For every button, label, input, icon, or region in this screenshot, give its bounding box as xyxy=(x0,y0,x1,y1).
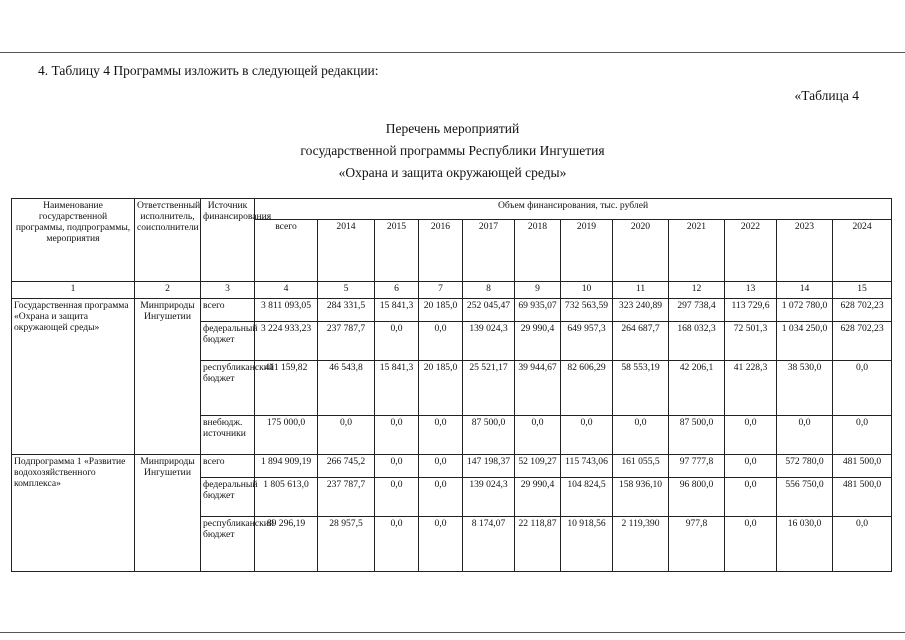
financing-table xyxy=(11,198,892,572)
value-cell: 237 787,7 xyxy=(318,322,375,361)
value-cell: 0,0 xyxy=(419,478,463,517)
value-cell: 0,0 xyxy=(561,416,613,455)
col-header-year: 2014 xyxy=(318,220,375,282)
value-cell: 2 119,390 xyxy=(613,517,669,572)
value-cell: 29 990,4 xyxy=(515,478,561,517)
value-cell: 20 185,0 xyxy=(419,299,463,322)
value-cell: 284 331,5 xyxy=(318,299,375,322)
value-cell: 0,0 xyxy=(515,416,561,455)
value-cell: 104 824,5 xyxy=(561,478,613,517)
col-header-total: всего xyxy=(255,220,318,282)
col-index-cell: 13 xyxy=(725,282,777,299)
source-cell: всего xyxy=(201,455,255,478)
value-cell: 113 729,6 xyxy=(725,299,777,322)
col-header-responsible: Ответственный исполнитель, соисполнители xyxy=(135,199,201,282)
value-cell: 82 606,29 xyxy=(561,361,613,416)
col-header-volume: Объем финансирования, тыс. рублей xyxy=(255,199,892,220)
value-cell: 649 957,3 xyxy=(561,322,613,361)
col-index-cell: 10 xyxy=(561,282,613,299)
responsible-cell: Минприроды Ингушетии xyxy=(135,299,201,455)
value-cell: 0,0 xyxy=(419,517,463,572)
col-header-year: 2024 xyxy=(833,220,892,282)
col-index-cell: 15 xyxy=(833,282,892,299)
header-row-index xyxy=(12,282,892,299)
value-cell: 22 118,87 xyxy=(515,517,561,572)
col-index-cell: 1 xyxy=(12,282,135,299)
value-cell: 323 240,89 xyxy=(613,299,669,322)
value-cell: 0,0 xyxy=(375,416,419,455)
value-cell: 1 034 250,0 xyxy=(777,322,833,361)
value-cell: 0,0 xyxy=(833,517,892,572)
program-name-cell: Подпрограмма 1 «Развитие водохозяйственного комплекса» xyxy=(12,455,135,572)
col-index-cell: 7 xyxy=(419,282,463,299)
value-cell: 41 228,3 xyxy=(725,361,777,416)
value-cell: 481 500,0 xyxy=(833,478,892,517)
col-index-cell: 3 xyxy=(201,282,255,299)
value-cell: 72 501,3 xyxy=(725,322,777,361)
value-cell: 0,0 xyxy=(725,517,777,572)
col-header-year: 2023 xyxy=(777,220,833,282)
value-cell: 158 936,10 xyxy=(613,478,669,517)
value-cell: 175 000,0 xyxy=(255,416,318,455)
value-cell: 58 553,19 xyxy=(613,361,669,416)
value-cell: 977,8 xyxy=(669,517,725,572)
value-cell: 20 185,0 xyxy=(419,361,463,416)
value-cell: 0,0 xyxy=(613,416,669,455)
value-cell: 96 800,0 xyxy=(669,478,725,517)
value-cell: 87 500,0 xyxy=(463,416,515,455)
heading-line-1: Перечень мероприятий xyxy=(385,121,520,136)
top-edge-line xyxy=(0,52,905,53)
source-cell: федеральный бюджет xyxy=(201,478,255,517)
value-cell: 297 738,4 xyxy=(669,299,725,322)
col-header-name: Наименование государственной программы, подпрограммы, мероприятия xyxy=(12,199,135,282)
source-cell: республиканский бюджет xyxy=(201,361,255,416)
value-cell: 628 702,23 xyxy=(833,322,892,361)
value-cell: 0,0 xyxy=(419,322,463,361)
value-cell: 69 935,07 xyxy=(515,299,561,322)
value-cell: 0,0 xyxy=(833,416,892,455)
value-cell: 0,0 xyxy=(375,322,419,361)
table-row xyxy=(12,299,892,322)
col-header-year: 2021 xyxy=(669,220,725,282)
col-index-cell: 11 xyxy=(613,282,669,299)
value-cell: 29 990,4 xyxy=(515,322,561,361)
source-cell: республиканский бюджет xyxy=(201,517,255,572)
col-header-year: 2015 xyxy=(375,220,419,282)
value-cell: 0,0 xyxy=(777,416,833,455)
value-cell: 1 805 613,0 xyxy=(255,478,318,517)
instruction-text: 4. Таблицу 4 Программы изложить в следующей редакции: xyxy=(38,63,379,78)
value-cell: 556 750,0 xyxy=(777,478,833,517)
col-index-cell: 4 xyxy=(255,282,318,299)
col-index-cell: 12 xyxy=(669,282,725,299)
value-cell: 3 811 093,05 xyxy=(255,299,318,322)
value-cell: 0,0 xyxy=(833,361,892,416)
program-name-cell: Государственная программа «Охрана и защита окружающей среды» xyxy=(12,299,135,455)
value-cell: 139 024,3 xyxy=(463,478,515,517)
value-cell: 25 521,17 xyxy=(463,361,515,416)
value-cell: 264 687,7 xyxy=(613,322,669,361)
value-cell: 0,0 xyxy=(725,416,777,455)
source-cell: федеральный бюджет xyxy=(201,322,255,361)
col-index-cell: 14 xyxy=(777,282,833,299)
value-cell: 3 224 933,23 xyxy=(255,322,318,361)
col-header-year: 2019 xyxy=(561,220,613,282)
col-header-year: 2016 xyxy=(419,220,463,282)
value-cell: 39 944,67 xyxy=(515,361,561,416)
value-cell: 0,0 xyxy=(375,478,419,517)
value-cell: 161 055,5 xyxy=(613,455,669,478)
table-label: «Таблица 4 xyxy=(794,88,859,103)
value-cell: 0,0 xyxy=(419,416,463,455)
source-cell: всего xyxy=(201,299,255,322)
col-index-cell: 6 xyxy=(375,282,419,299)
col-header-year: 2017 xyxy=(463,220,515,282)
table-row xyxy=(12,455,892,478)
value-cell: 10 918,56 xyxy=(561,517,613,572)
value-cell: 16 030,0 xyxy=(777,517,833,572)
value-cell: 266 745,2 xyxy=(318,455,375,478)
col-index-cell: 5 xyxy=(318,282,375,299)
value-cell: 1 072 780,0 xyxy=(777,299,833,322)
value-cell: 411 159,82 xyxy=(255,361,318,416)
value-cell: 15 841,3 xyxy=(375,361,419,416)
source-cell: внебюдж. источники xyxy=(201,416,255,455)
value-cell: 168 032,3 xyxy=(669,322,725,361)
value-cell: 42 206,1 xyxy=(669,361,725,416)
value-cell: 481 500,0 xyxy=(833,455,892,478)
value-cell: 0,0 xyxy=(375,517,419,572)
value-cell: 252 045,47 xyxy=(463,299,515,322)
value-cell: 46 543,8 xyxy=(318,361,375,416)
value-cell: 87 500,0 xyxy=(669,416,725,455)
table-heading xyxy=(0,118,905,184)
value-cell: 8 174,07 xyxy=(463,517,515,572)
value-cell: 139 024,3 xyxy=(463,322,515,361)
col-header-year: 2020 xyxy=(613,220,669,282)
col-index-cell: 9 xyxy=(515,282,561,299)
value-cell: 0,0 xyxy=(725,455,777,478)
heading-line-2: государственной программы Республики Ингушетия xyxy=(300,143,605,158)
col-index-cell: 2 xyxy=(135,282,201,299)
header-row-1 xyxy=(12,199,892,220)
value-cell: 0,0 xyxy=(318,416,375,455)
col-header-year: 2018 xyxy=(515,220,561,282)
value-cell: 237 787,7 xyxy=(318,478,375,517)
value-cell: 28 957,5 xyxy=(318,517,375,572)
value-cell: 628 702,23 xyxy=(833,299,892,322)
value-cell: 0,0 xyxy=(725,478,777,517)
col-index-cell: 8 xyxy=(463,282,515,299)
bottom-edge-line xyxy=(0,632,905,633)
value-cell: 38 530,0 xyxy=(777,361,833,416)
value-cell: 115 743,06 xyxy=(561,455,613,478)
value-cell: 0,0 xyxy=(375,455,419,478)
value-cell: 732 563,59 xyxy=(561,299,613,322)
col-header-source: Источник финансирования xyxy=(201,199,255,282)
value-cell: 52 109,27 xyxy=(515,455,561,478)
value-cell: 15 841,3 xyxy=(375,299,419,322)
value-cell: 1 894 909,19 xyxy=(255,455,318,478)
heading-line-3: «Охрана и защита окружающей среды» xyxy=(338,165,567,180)
col-header-year: 2022 xyxy=(725,220,777,282)
value-cell: 0,0 xyxy=(419,455,463,478)
value-cell: 97 777,8 xyxy=(669,455,725,478)
responsible-cell: Минприроды Ингушетии xyxy=(135,455,201,572)
value-cell: 147 198,37 xyxy=(463,455,515,478)
value-cell: 572 780,0 xyxy=(777,455,833,478)
value-cell: 89 296,19 xyxy=(255,517,318,572)
